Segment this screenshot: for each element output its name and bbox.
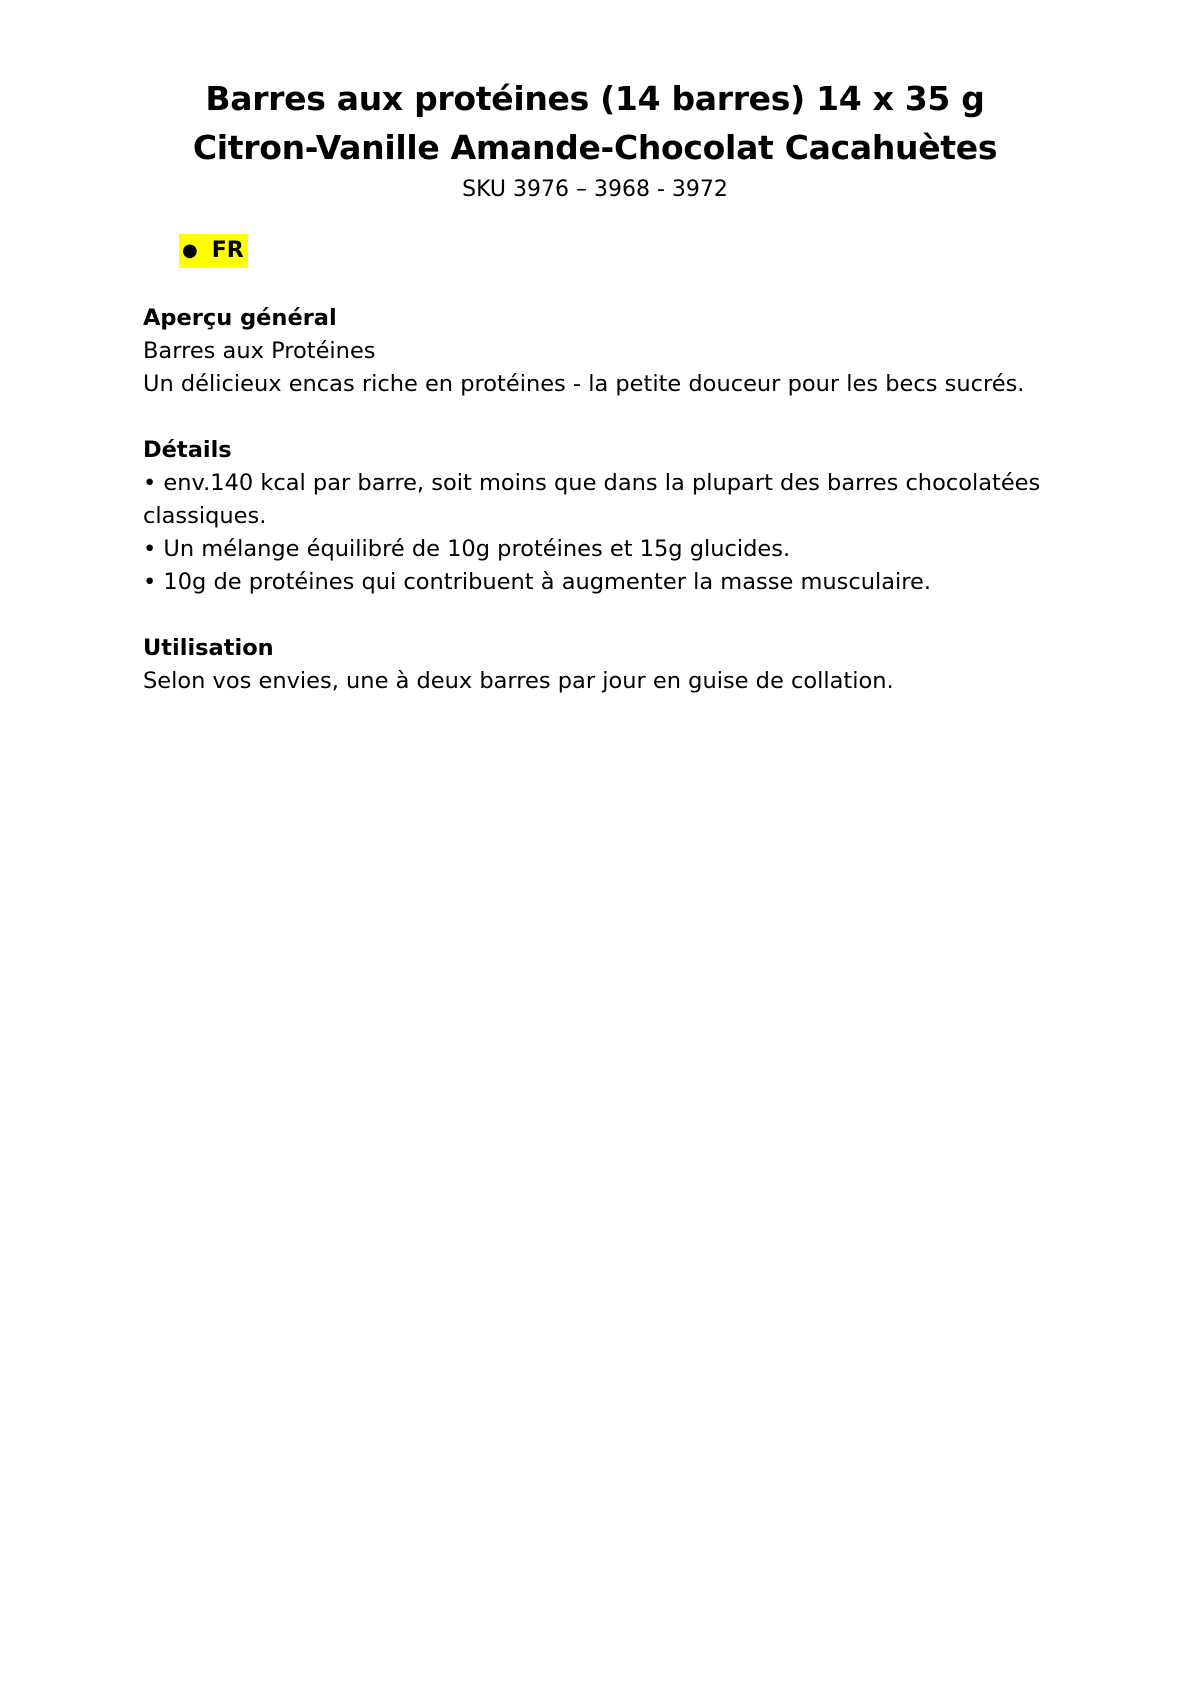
- product-title-line-1: Barres aux protéines (14 barres) 14 x 35 g: [205, 79, 985, 118]
- section-heading: Détails: [143, 437, 232, 463]
- section-line: Un délicieux encas riche en protéines - la petite douceur pour les becs sucrés.: [143, 371, 1025, 397]
- bullet-item: • Un mélange équilibré de 10g protéines et 15g glucides.: [143, 536, 791, 562]
- product-title-line-2: Citron-Vanille Amande-Chocolat Cacahuètes: [192, 128, 998, 167]
- section-line: Selon vos envies, une à deux barres par jour en guise de collation.: [143, 668, 894, 694]
- section-details: [143, 434, 1063, 599]
- language-marker: [179, 234, 248, 268]
- section-line: Barres aux Protéines: [143, 338, 376, 364]
- language-label: FR: [211, 238, 244, 263]
- sku-line: SKU 3976 – 3968 - 3972: [462, 177, 728, 202]
- bullet-item: • env.140 kcal par barre, soit moins que dans la plupart des barres chocolatées classiques.: [143, 470, 1041, 529]
- section-heading: Utilisation: [143, 635, 274, 661]
- document-body: [143, 302, 1063, 731]
- section-overview: [143, 302, 1063, 401]
- section-heading: Aperçu général: [143, 305, 337, 331]
- bullet-icon: ●: [182, 240, 198, 261]
- section-usage: [143, 632, 1063, 698]
- title-block: [0, 74, 1190, 205]
- bullet-item: • 10g de protéines qui contribuent à augmenter la masse musculaire.: [143, 569, 932, 595]
